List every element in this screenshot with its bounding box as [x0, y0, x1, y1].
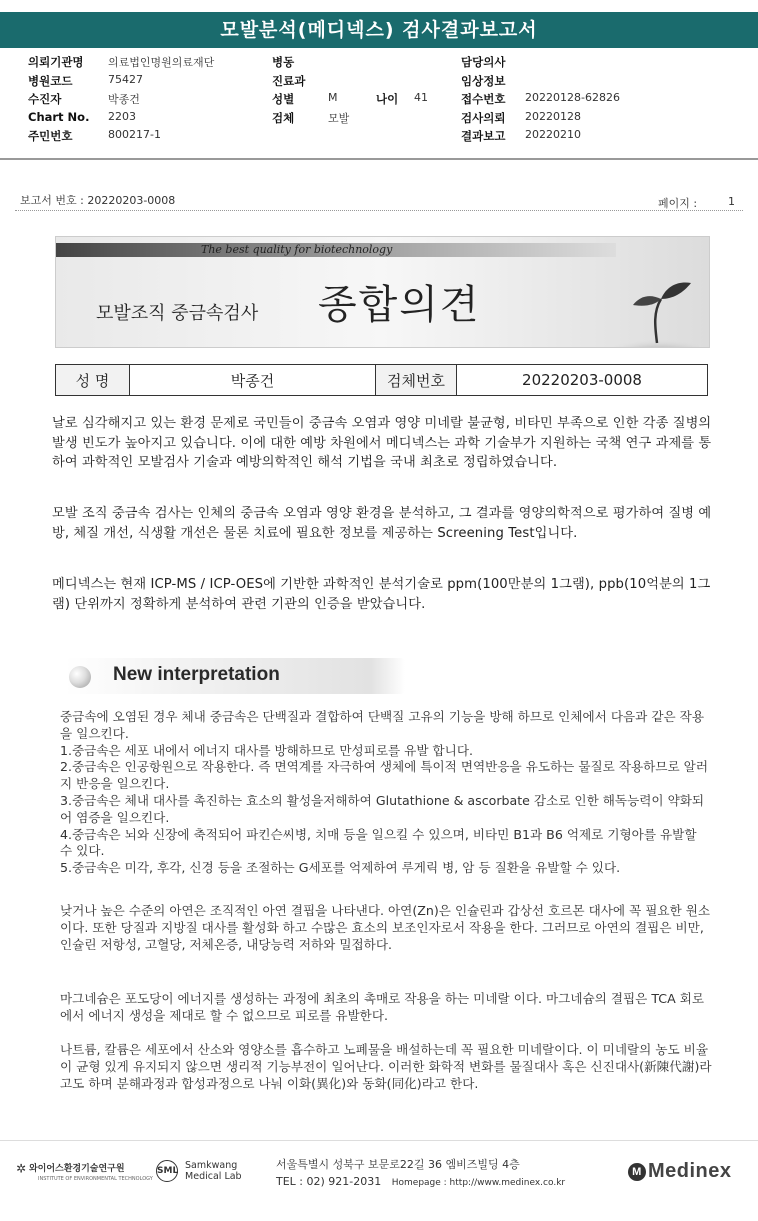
- banner-title: 종합의견: [318, 282, 481, 328]
- summary-banner: [55, 236, 710, 348]
- sodium-potassium-paragraph: 나트륨, 칼륨은 세포에서 산소와 영양소를 흡수하고 노폐물을 배설하는데 꼭 필요한 미네랄이다. 이 미네랄의 농도 비율이 균형 있게 유지되지 않으면 생리적 기능부전이 일어난다. 이러한 화학적 변화를 물질대사 혹은 신진대사(新陳代謝)라고도 하며 분해과정과 합성과정으로 나눠 이화(異化)와 동화(同化)라고 한다.: [60, 1042, 712, 1091]
- medinex-mark-icon: M: [628, 1163, 646, 1181]
- field-value: 20220210: [525, 128, 581, 141]
- sample-value: 20220203-0008: [457, 365, 708, 396]
- institute-name: 와이어스환경기술연구원: [28, 1164, 125, 1174]
- interpretation-block-1: [60, 709, 712, 877]
- intro-paragraph: 메디넥스는 현재 ICP-MS / ICP-OES에 기반한 과학적인 분석기술로 ppm(100만분의 1그램), ppb(10억분의 1그램) 단위까지 정확하게 분석하여 관련 기관의 인증을 받았습니다.: [52, 577, 711, 612]
- field-label: 병원코드: [28, 73, 73, 88]
- footer-address: [276, 1156, 565, 1192]
- field-label: Chart No.: [28, 109, 90, 124]
- address-line: 서울특별시 성북구 보문로22길 36 엠비즈빌딩 4층: [276, 1158, 520, 1171]
- sprout-icon: [609, 257, 699, 347]
- interpretation-line: 중금속에 오염된 경우 체내 중금속은 단백질과 결합하여 단백질 고유의 기능을 방해 하므로 인체에서 다음과 같은 작용을 일으킨다.: [60, 709, 704, 741]
- header-info: [0, 54, 758, 154]
- samkwang-line1: Samkwang: [185, 1160, 238, 1171]
- brand-name: Medinex: [648, 1160, 732, 1182]
- field-label: 성별: [272, 92, 295, 106]
- name-value: 박종건: [130, 365, 376, 396]
- section-header: [65, 658, 405, 694]
- field-label: 검사의뢰: [461, 110, 506, 125]
- field-label: 병동: [272, 55, 295, 69]
- age-label: 나이: [376, 92, 399, 106]
- samkwang-line2: Medical Lab: [185, 1171, 242, 1182]
- institute-name-en: INSTITUTE OF ENVIRONMENTAL TECHNOLOGY: [38, 1175, 153, 1182]
- page-label: 페이지 :: [658, 197, 698, 210]
- footer-divider: [0, 1140, 758, 1141]
- interpretation-line: 5.중금속은 미각, 후각, 신경 등을 조절하는 G세포를 억제하여 루게릭 병, 암 등 질환을 유발할 수 있다.: [60, 860, 621, 876]
- interpretation-line: 2.중금속은 인공항원으로 작용한다. 즉 면역계를 자극하여 생체에 특이적 면역반응을 유도하는 물질로 작용하므로 알러지 반응을 일으킨다.: [60, 759, 709, 792]
- bullet-ball-icon: [69, 666, 91, 688]
- intro-paragraph: 모발 조직 중금속 검사는 인체의 중금속 오염과 영양 환경을 분석하고, 그 결과를 영양의학적으로 평가하여 질병 예방, 체질 개선, 식생활 개선은 물론 치료에 필요한 정보를 제공하는 Screening Test입니다.: [52, 506, 712, 541]
- age-value: 41: [414, 91, 428, 104]
- dotted-divider: [15, 210, 743, 211]
- field-label: 임상정보: [461, 73, 506, 88]
- banner-subtitle: 모발조직 중금속검사: [96, 303, 259, 324]
- field-value: 20220128-62826: [525, 91, 620, 104]
- field-label: 접수번호: [461, 92, 506, 106]
- field-label: 의뢰기관명: [28, 55, 84, 69]
- field-value: M: [328, 91, 338, 104]
- magnesium-paragraph: 마그네슘은 포도당이 에너지를 생성하는 과정에 최초의 촉매로 작용을 하는 미네랄 이다. 마그네슘의 결핍은 TCA 회로에서 에너지 생성을 제대로 할 수 없으므로 피로를 유발한다.: [60, 991, 705, 1023]
- field-value: 박종건: [108, 93, 140, 106]
- field-value: 2203: [108, 109, 136, 123]
- header-divider: [0, 158, 758, 160]
- report-title: 모발분석(메디넥스) 검사결과보고서: [0, 12, 758, 48]
- field-label: 수진자: [28, 92, 62, 106]
- sml-mark: SML: [156, 1160, 178, 1182]
- page-number: 1: [728, 195, 735, 208]
- interpretation-line: 3.중금속은 체내 대사를 촉진하는 효소의 활성을저해하여 Glutathione & ascorbate 감소로 인한 해독능력이 약화되어 염증을 일으킨다.: [60, 792, 705, 825]
- field-label: 결과보고: [461, 129, 506, 143]
- field-label: 검체: [272, 110, 295, 125]
- institute-mark-icon: ✲: [16, 1161, 27, 1176]
- field-value: 75427: [108, 72, 143, 86]
- field-label: 담당의사: [461, 55, 506, 69]
- sample-label: 검체번호: [376, 365, 457, 396]
- field-value: 모발: [328, 111, 350, 125]
- interpretation-line: 4.중금속은 뇌와 신장에 축적되어 파킨슨씨병, 치매 등을 일으킬 수 있으며, 비타민 B1과 B6 억제로 기형아를 유발할 수 있다.: [60, 826, 697, 859]
- section-title: New interpretation: [113, 664, 280, 685]
- intro-paragraph: 날로 심각해지고 있는 환경 문제로 국민들이 중금속 오염과 영양 미네랄 불균형, 비타민 부족으로 인한 각종 질병의 발생 빈도가 높아지고 있습니다. 이에 대한 예방 차원에서 메디넥스는 과학 기술부가 지원하는 국책 연구 과제를 통하여 과학적인 모발검사 기술과 예방의학적인 해석 기법을 국내 최초로 정립하였습니다.: [52, 416, 712, 470]
- patient-id-table: [55, 364, 708, 396]
- samkwang-logo: [156, 1160, 242, 1182]
- field-label: 진료과: [272, 73, 306, 88]
- medinex-logo: [628, 1160, 732, 1183]
- tel-line: TEL : 02) 921-2031: [276, 1175, 382, 1188]
- interpretation-line: 1.중금속은 세포 내에서 에너지 대사를 방해하므로 만성피로를 유발 합니다.: [60, 742, 474, 758]
- institute-logo: [16, 1161, 153, 1182]
- name-label: 성 명: [56, 365, 130, 396]
- field-value: 20220128: [525, 109, 581, 123]
- zinc-paragraph: 낮거나 높은 수준의 아연은 조직적인 아연 결핍을 나타낸다. 아연(Zn)은 인슐린과 갑상선 호르몬 대사에 꼭 필요한 원소이다. 또한 당질과 지방질 대사를 활성화 하고 수많은 효소의 보조인자로서 작용을 한다. 그러므로 아연의 결핍은 비만, 인슐린 저항성, 고혈당, 저체온증, 내당능력 저하와 밀접하다.: [60, 903, 711, 952]
- field-label: 주민번호: [28, 129, 73, 143]
- banner-tagline: The best quality for biotechnology: [201, 243, 393, 256]
- report-number: 보고서 번호 : 20220203-0008: [20, 194, 176, 207]
- homepage-link[interactable]: Homepage : http://www.medinex.co.kr: [391, 1178, 566, 1188]
- field-value: 800217-1: [108, 128, 161, 141]
- field-value: 의료법인명원의료재단: [108, 56, 215, 69]
